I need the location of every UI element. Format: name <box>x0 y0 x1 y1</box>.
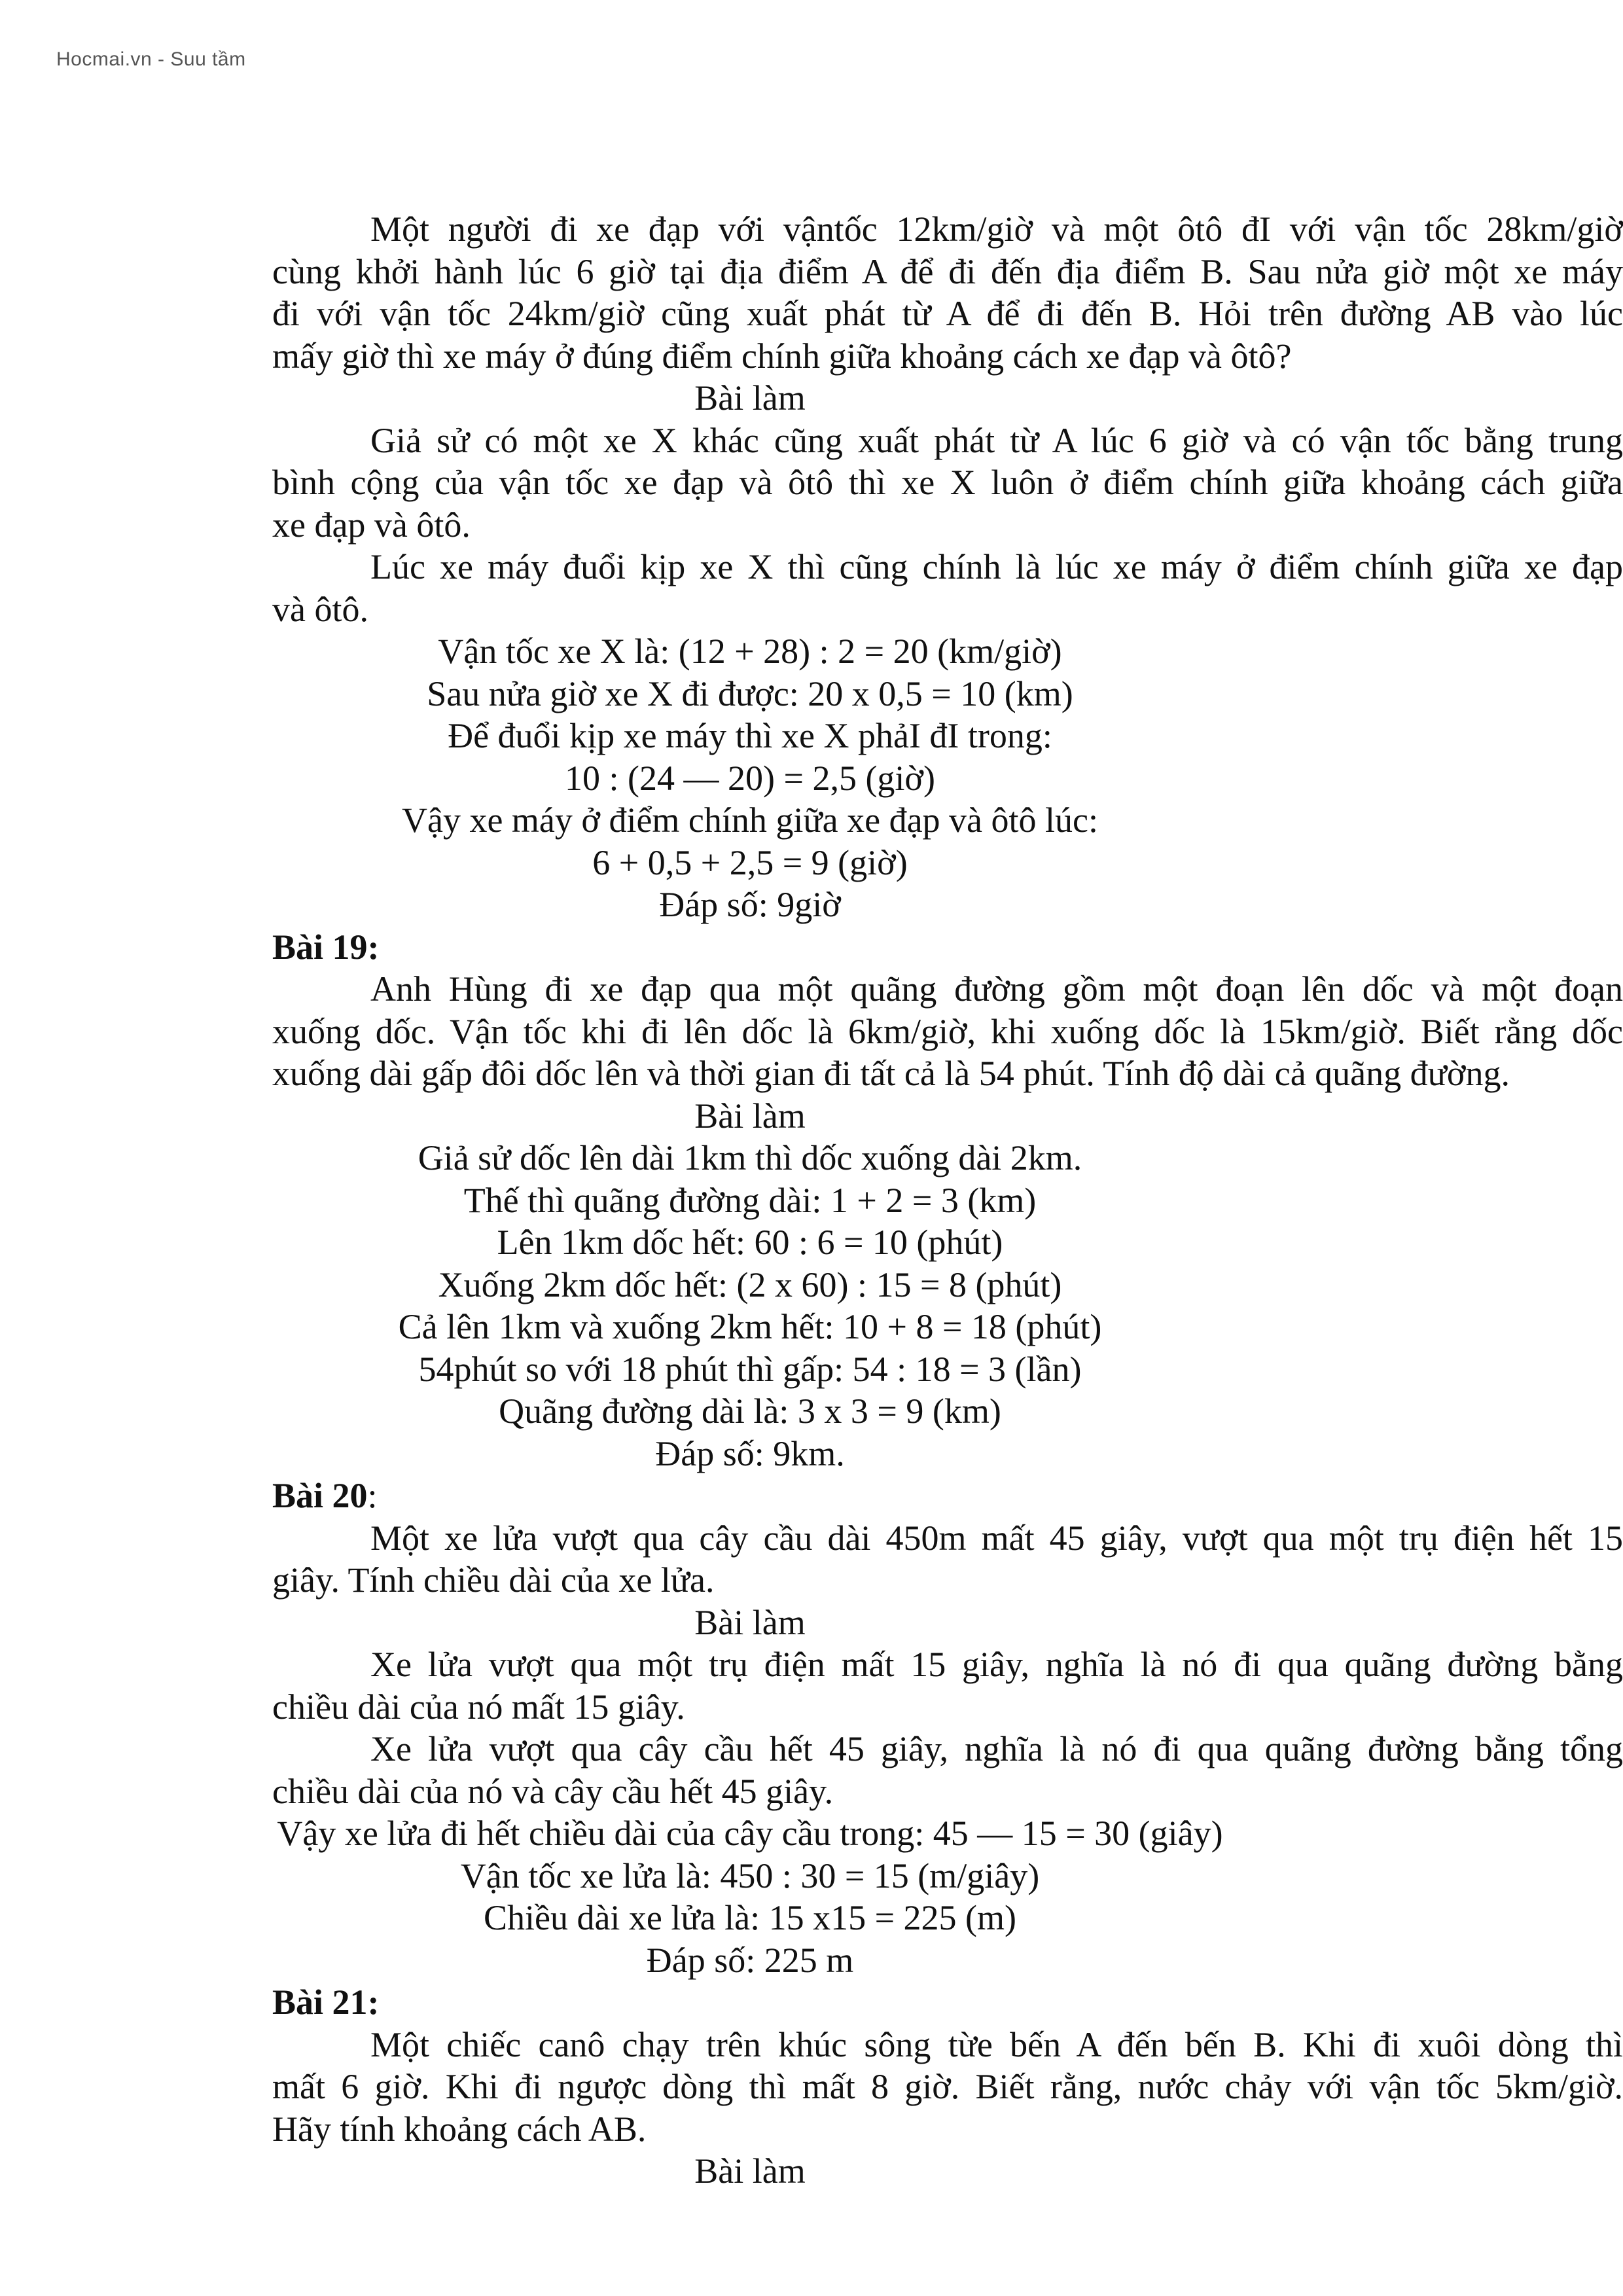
solution-step: Chiều dài xe lửa là: 15 x15 = 225 (m) <box>483 1898 1017 1937</box>
problem-20 <box>272 1475 1623 1981</box>
solution-label: Bài làm <box>694 2151 806 2191</box>
question-line: Một người đi xe đạp với vậntốc 12km/giờ và một ôtô đI với vận tốc 28km/giờ <box>370 209 1623 249</box>
problem-title-text: Bài 20 <box>272 1476 368 1515</box>
solution-step: Vận tốc xe X là: (12 + 28) : 2 = 20 (km/giờ) <box>438 632 1062 671</box>
problem-title: Bài 21: <box>272 1982 380 2022</box>
solution-text: Giả sử có một xe X khác cũng xuất phát từ A lúc 6 giờ và có vận tốc bằng trung <box>370 420 1623 460</box>
solution-step: Sau nửa giờ xe X đi được: 20 x 0,5 = 10 (km) <box>427 673 1073 713</box>
solution-label: Bài làm <box>694 378 806 418</box>
solution-step: Thế thì quãng đường dài: 1 + 2 = 3 (km) <box>463 1180 1037 1220</box>
question-line: Một chiếc canô chạy trên khúc sông từe bến A đến bến B. Khi đi xuôi dòng thì <box>370 2024 1623 2064</box>
problem-title <box>272 1475 1623 1517</box>
question-line: mất 6 giờ. Khi đi ngược dòng thì mất 8 giờ. Biết rằng, nước chảy với vận tốc 5km/giờ. <box>272 2067 1623 2106</box>
question-line: Hãy tính khoảng cách AB. <box>272 2109 647 2149</box>
solution-text: Xe lửa vượt qua cây cầu hết 45 giây, nghĩa là nó đi qua quãng đường bằng tổng <box>370 1729 1623 1768</box>
solution-step: Cả lên 1km và xuống 2km hết: 10 + 8 = 18 (phút) <box>398 1307 1102 1346</box>
solution-text: chiều dài của nó và cây cầu hết 45 giây. <box>272 1771 834 1811</box>
problem-title: Bài 19: <box>272 927 380 967</box>
answer: Đáp số: 9giờ <box>659 885 841 924</box>
solution-label: Bài làm <box>694 1096 806 1136</box>
solution-step: 10 : (24 — 20) = 2,5 (giờ) <box>565 758 935 798</box>
answer: Đáp số: 225 m <box>646 1940 854 1980</box>
question-line: đi với vận tốc 24km/giờ cũng xuất phát từ A để đi đến B. Hỏi trên đường AB vào lúc <box>272 294 1623 333</box>
solution-step: Lên 1km dốc hết: 60 : 6 = 10 (phút) <box>497 1223 1003 1262</box>
solution-text: xe đạp và ôtô. <box>272 505 471 545</box>
solution-text: Lúc xe máy đuổi kịp xe X thì cũng chính là lúc xe máy ở điểm chính giữa xe đạp <box>370 547 1623 586</box>
solution-text: bình cộng của vận tốc xe đạp và ôtô thì xe X luôn ở điểm chính giữa khoảng cách giữa <box>272 463 1623 502</box>
solution-label: Bài làm <box>694 1602 806 1642</box>
answer: Đáp số: 9km. <box>655 1433 845 1473</box>
solution-text: Xe lửa vượt qua một trụ điện mất 15 giây, nghĩa là nó đi qua quãng đường bằng <box>370 1645 1623 1684</box>
problem-title-colon: : <box>367 1476 378 1515</box>
question-line: Anh Hùng đi xe đạp qua một quãng đường gồm một đoạn lên dốc và một đoạn <box>370 969 1623 1009</box>
problem-21 <box>272 1981 1623 2193</box>
solution-text: và ôtô. <box>272 589 368 629</box>
solution-step: Vậy xe lửa đi hết chiều dài của cây cầu trong: 45 — 15 = 30 (giây) <box>277 1814 1223 1853</box>
page-header-source: Hocmai.vn - Suu tầm <box>56 48 246 70</box>
solution-step: Xuống 2km dốc hết: (2 x 60) : 15 = 8 (phút) <box>438 1265 1062 1304</box>
question-line: xuống dài gấp đôi dốc lên và thời gian đi tất cả là 54 phút. Tính độ dài cả quãng đường. <box>272 1054 1510 1093</box>
question-line: cùng khởi hành lúc 6 giờ tại địa điểm A để đi đến địa điểm B. Sau nửa giờ một xe máy <box>272 251 1623 291</box>
solution-step: Quãng đường dài là: 3 x 3 = 9 (km) <box>499 1391 1001 1431</box>
solution-text: chiều dài của nó mất 15 giây. <box>272 1687 685 1727</box>
question-line: mấy giờ thì xe máy ở đúng điểm chính giữa khoảng cách xe đạp và ôtô? <box>272 336 1292 376</box>
solution-step: Vận tốc xe lửa là: 450 : 30 = 15 (m/giây) <box>460 1856 1040 1895</box>
solution-step: Để đuổi kịp xe máy thì xe X phảI đI trong: <box>448 716 1052 755</box>
solution-step: Giả sử dốc lên dài 1km thì dốc xuống dài 2km. <box>418 1138 1082 1177</box>
question-line: giây. Tính chiều dài của xe lửa. <box>272 1560 715 1600</box>
solution-step: Vậy xe máy ở điểm chính giữa xe đạp và ôtô lúc: <box>401 800 1099 840</box>
question-line: xuống dốc. Vận tốc khi đi lên dốc là 6km/giờ, khi xuống dốc là 15km/giờ. Biết rằng dốc <box>272 1011 1623 1051</box>
solution-step: 54phút so với 18 phút thì gấp: 54 : 18 = 3 (lần) <box>418 1349 1082 1389</box>
document-body <box>272 208 1623 2193</box>
problem-18 <box>272 208 1623 926</box>
question-line: Một xe lửa vượt qua cây cầu dài 450m mất 45 giây, vượt qua một trụ điện hết 15 <box>370 1518 1623 1558</box>
problem-19 <box>272 926 1623 1475</box>
solution-step: 6 + 0,5 + 2,5 = 9 (giờ) <box>592 842 908 882</box>
